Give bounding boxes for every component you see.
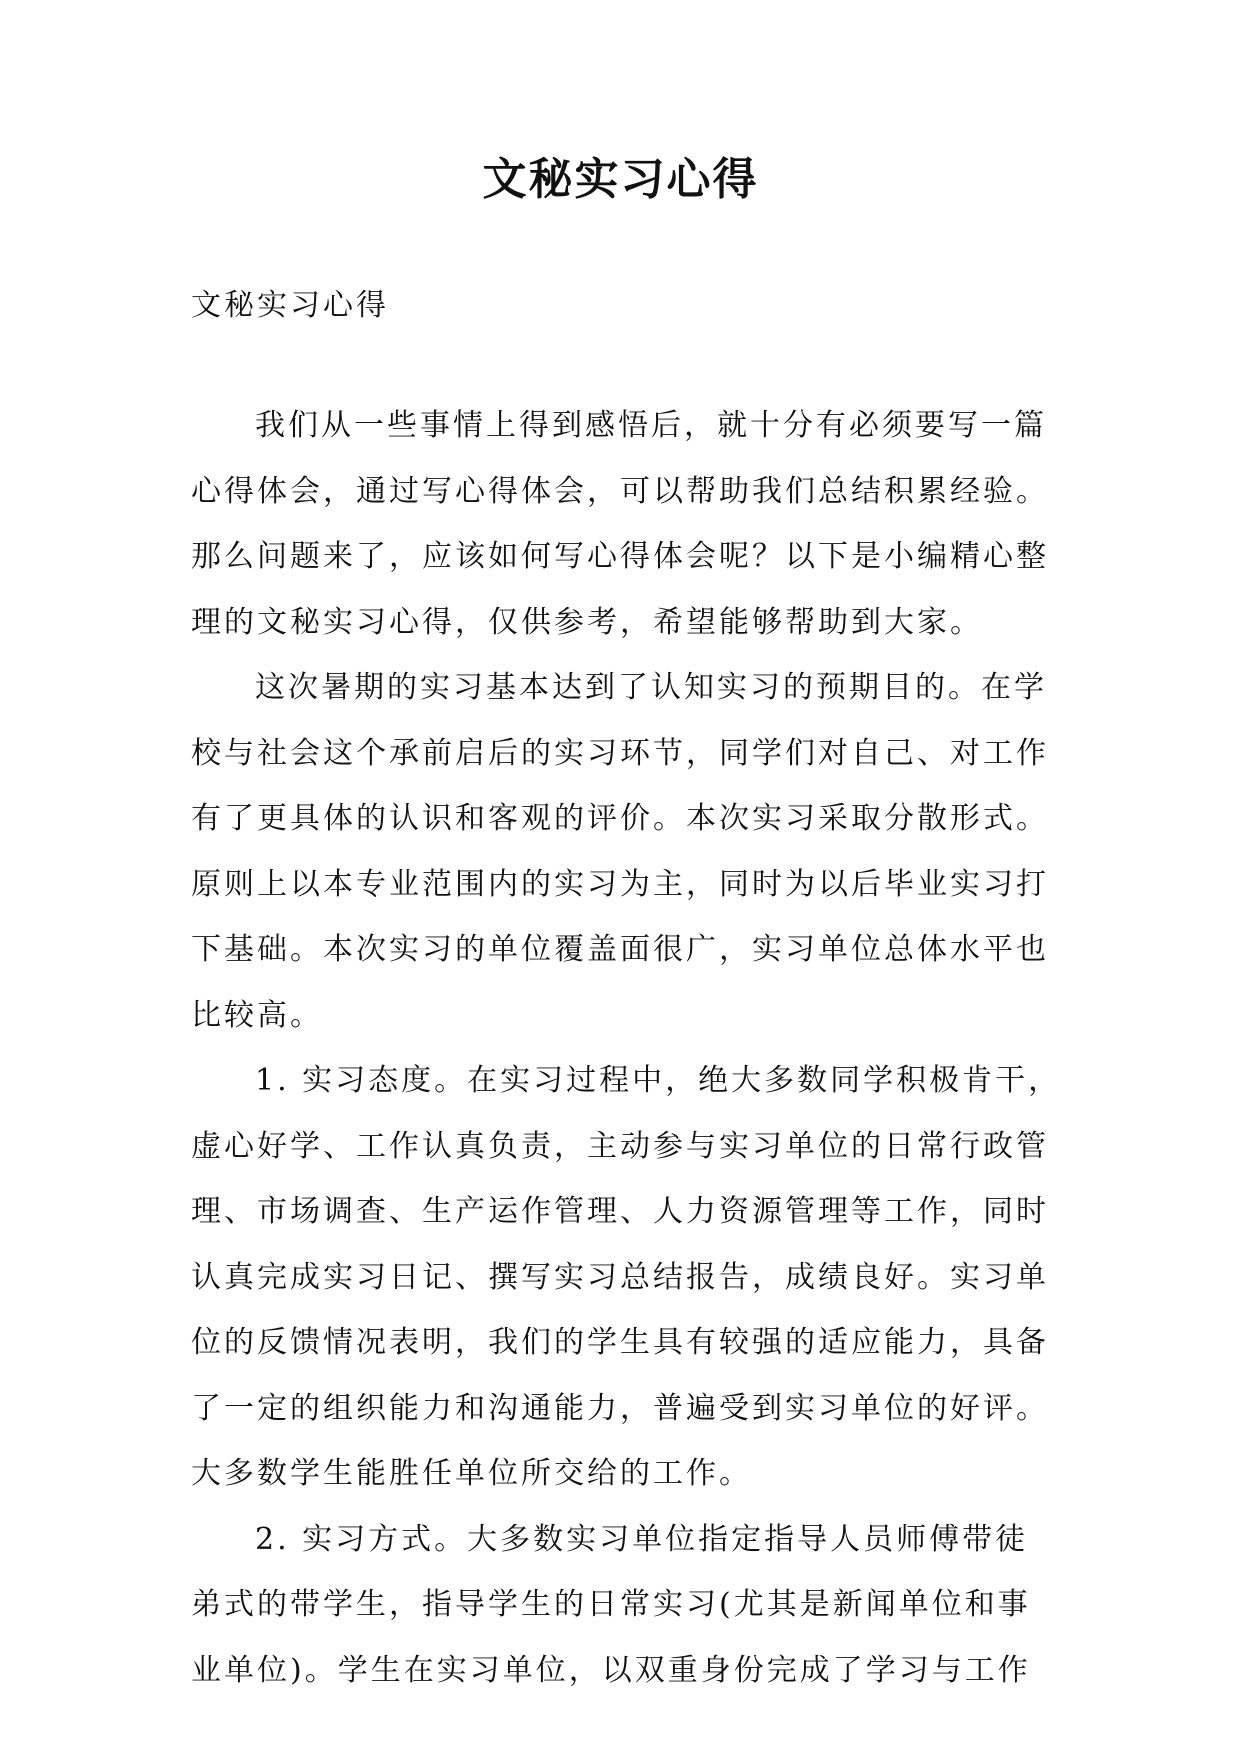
document-subtitle: 文秘实习心得	[191, 288, 389, 323]
body-line: 比较高。	[191, 997, 323, 1033]
body-line: 我们从一些事情上得到感悟后，就十分有必须要写一篇	[255, 408, 1047, 443]
body-line: 这次暑期的实习基本达到了认知实习的预期目的。在学	[255, 670, 1047, 705]
body-line: 2. 实习方式。大多数实习单位指定指导人员师傅带徒	[255, 1521, 1029, 1557]
body-line: 那么问题来了，应该如何写心得体会呢？以下是小编精心整	[191, 539, 1049, 574]
body-line: 业单位)。学生在实习单位，以双重身份完成了学习与工作	[191, 1652, 1031, 1688]
body-line: 原则上以本专业范围内的实习为主，同时为以后毕业实习打	[191, 866, 1049, 902]
body-line: 弟式的带学生，指导学生的日常实习(尤其是新闻单位和事	[191, 1587, 1031, 1622]
body-line: 有了更具体的认识和客观的评价。本次实习采取分散形式。	[191, 801, 1049, 836]
body-line: 校与社会这个承前启后的实习环节，同学们对自己、对工作	[191, 735, 1049, 771]
document-body	[191, 406, 1071, 1716]
body-line: 虚心好学、工作认真负责，主动参与实习单位的日常行政管	[191, 1128, 1049, 1164]
body-line: 了一定的组织能力和沟通能力，普遍受到实习单位的好评。	[191, 1390, 1049, 1426]
document-title: 文秘实习心得	[482, 154, 759, 205]
body-line: 1. 实习态度。在实习过程中，绝大多数同学积极肯干，	[255, 1063, 1062, 1098]
body-line: 下基础。本次实习的单位覆盖面很广，实习单位总体水平也	[191, 932, 1049, 967]
body-line: 认真完成实习日记、撰写实习总结报告，成绩良好。实习单	[191, 1259, 1049, 1295]
body-line: 理的文秘实习心得，仅供参考，希望能够帮助到大家。	[191, 604, 983, 640]
body-line: 大多数学生能胜任单位所交给的工作。	[191, 1456, 752, 1491]
body-line: 心得体会，通过写心得体会，可以帮助我们总结积累经验。	[191, 473, 1049, 509]
body-line: 位的反馈情况表明，我们的学生具有较强的适应能力，具备	[191, 1325, 1049, 1360]
body-line: 理、市场调查、生产运作管理、人力资源管理等工作，同时	[191, 1194, 1049, 1229]
